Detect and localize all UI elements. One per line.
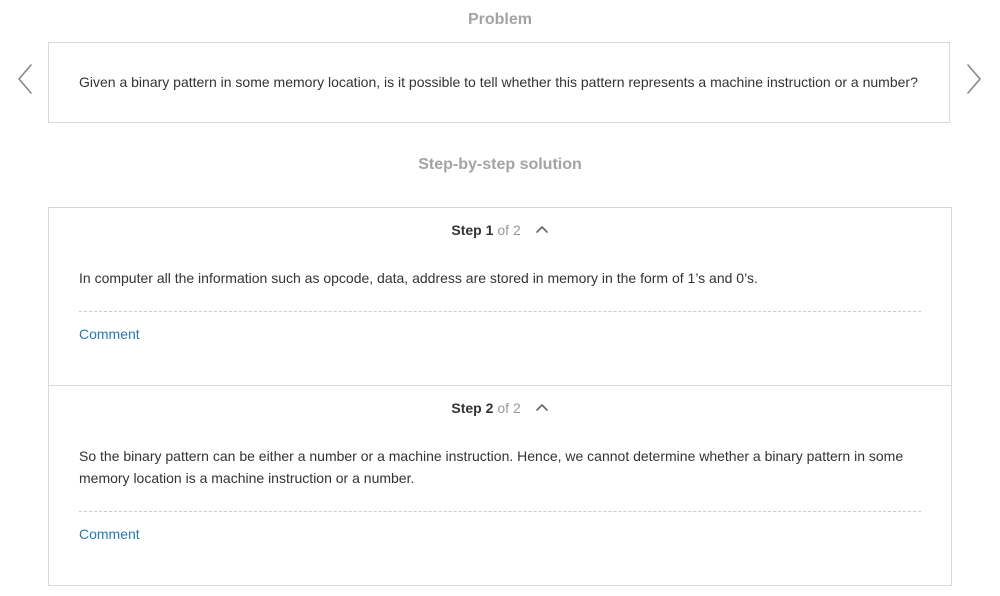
- next-problem-button[interactable]: [964, 62, 984, 96]
- previous-problem-button[interactable]: [15, 62, 35, 96]
- problem-text: Given a binary pattern in some memory location, is it possible to tell whether this pattern represents a machine instruction or a number?: [79, 74, 918, 90]
- step-count: of 2: [497, 222, 521, 238]
- step-text: In computer all the information such as opcode, data, address are stored in memory in the form of 1’s and 0’s.: [79, 270, 758, 286]
- chevron-up-icon[interactable]: [535, 398, 549, 416]
- problem-box: [48, 42, 950, 123]
- problem-title: Problem: [467, 11, 532, 28]
- step-number: 2: [485, 400, 494, 416]
- step-label: Step: [451, 400, 482, 416]
- step-header[interactable]: [49, 399, 951, 417]
- step-count: of 2: [497, 400, 521, 416]
- chevron-right-icon: [964, 62, 984, 96]
- step-number: 1: [485, 222, 494, 238]
- chevron-up-icon[interactable]: [535, 220, 549, 238]
- comment-link[interactable]: Comment: [79, 526, 140, 542]
- divider: [79, 511, 921, 512]
- step-header[interactable]: [49, 221, 951, 239]
- divider: [79, 311, 921, 312]
- step-text: So the binary pattern can be either a number or a machine instruction. Hence, we cannot determine whether a binary pattern in some memory location is a machine instruction or a number.: [79, 448, 904, 486]
- step-1: [49, 208, 951, 386]
- chevron-left-icon: [15, 62, 35, 96]
- steps-container: [48, 207, 952, 586]
- comment-link[interactable]: Comment: [79, 326, 140, 342]
- step-2: [49, 386, 951, 585]
- solution-title: Step-by-step solution: [418, 156, 582, 173]
- step-label: Step: [451, 222, 482, 238]
